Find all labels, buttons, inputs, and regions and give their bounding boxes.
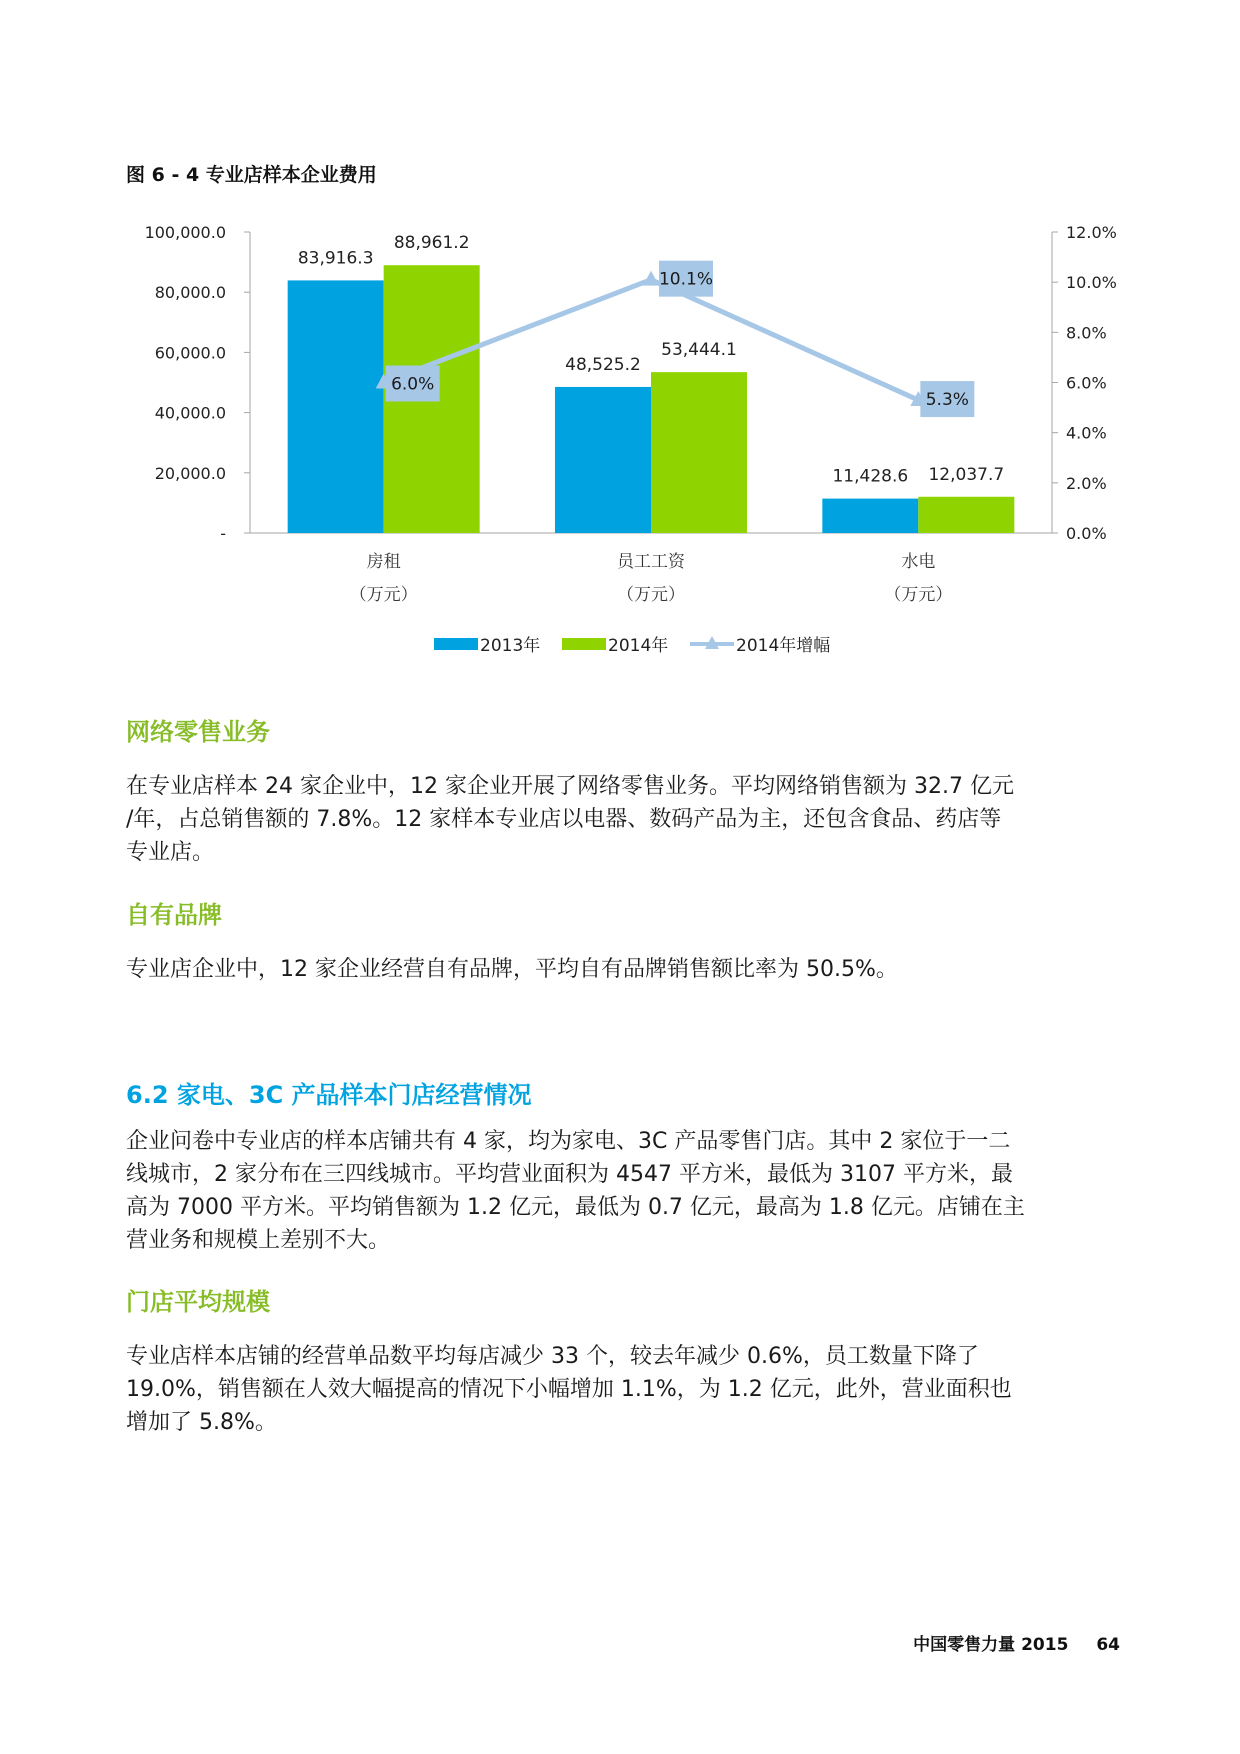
- paragraph-online-retail: [126, 770, 1122, 869]
- text-line: 高为 7000 平方米。平均销售额为 1.2 亿元，最低为 0.7 亿元，最高为 1.8 亿元。店铺在主: [126, 1195, 1025, 1220]
- paragraph-6-2: [126, 1125, 1122, 1257]
- paragraph-private-brand: [126, 953, 1122, 986]
- expense-chart: [0, 0, 1240, 700]
- right-axis-tick-label: 2.0%: [1066, 473, 1107, 493]
- text-line: 增加了 5.8%。: [126, 1410, 277, 1435]
- text-line: 专业店。: [126, 840, 215, 865]
- right-axis-tick-label: 8.0%: [1066, 323, 1107, 343]
- left-axis-tick-label: 40,000.0: [154, 403, 226, 423]
- growth-marker: [643, 271, 659, 286]
- text-line: 在专业店样本 24 家企业中，12 家企业开展了网络零售业务。平均网络销售额为 32.7 亿元: [126, 774, 1014, 799]
- bar-2013: [288, 280, 384, 533]
- page-number: 64: [1096, 1635, 1120, 1655]
- text-line: 线城市，2 家分布在三四线城市。平均营业面积为 4547 平方米，最低为 3107 平方米，最: [126, 1162, 1013, 1187]
- section-heading-private-brand: 自有品牌: [126, 901, 222, 929]
- bar-value-label: 88,961.2: [393, 233, 470, 254]
- text-line: /年，占总销售额的 7.8%。12 家样本专业店以电器、数码产品为主，还包含食品、药店等: [126, 807, 1002, 832]
- bar-2013: [555, 387, 651, 533]
- legend-label: 2013年: [480, 636, 541, 656]
- category-label: 房租: [366, 552, 401, 572]
- left-axis-tick-label: 20,000.0: [154, 463, 226, 483]
- legend-swatch: [562, 638, 606, 650]
- right-axis-tick-label: 4.0%: [1066, 423, 1107, 443]
- bar-2014: [651, 372, 747, 533]
- bar-2014: [918, 497, 1014, 533]
- text-line: 专业店样本店铺的经营单品数平均每店减少 33 个，较去年减少 0.6%，员工数量下降了: [126, 1344, 979, 1369]
- right-axis-tick-label: 0.0%: [1066, 524, 1107, 543]
- text-line: 企业问卷中专业店的样本店铺共有 4 家，均为家电、3C 产品零售门店。其中 2 家位于一二: [126, 1129, 1011, 1154]
- section-heading-6-2: 6.2 家电、3C 产品样本门店经营情况: [126, 1081, 532, 1109]
- bar-value-label: 48,525.2: [565, 354, 641, 375]
- right-axis-tick-label: 10.0%: [1066, 273, 1117, 293]
- paragraph-store-scale: [126, 1340, 1122, 1439]
- page-footer: [913, 1630, 1120, 1655]
- left-axis-tick-label: -: [220, 524, 226, 543]
- legend-label: 2014年: [608, 636, 669, 656]
- category-unit-label: （万元）: [349, 585, 418, 605]
- text-line: 19.0%，销售额在人效大幅提高的情况下小幅增加 1.1%，为 1.2 亿元，此外，营业面积也: [126, 1377, 1012, 1402]
- category-unit-label: （万元）: [884, 585, 953, 605]
- text-line: 专业店企业中，12 家企业经营自有品牌，平均自有品牌销售额比率为 50.5%。: [126, 957, 898, 982]
- bar-value-label: 12,037.7: [928, 464, 1005, 485]
- category-unit-label: （万元）: [617, 585, 685, 605]
- right-axis-tick-label: 12.0%: [1066, 223, 1117, 242]
- bar-value-label: 53,444.1: [661, 340, 737, 361]
- section-heading-store-scale: 门店平均规模: [126, 1288, 270, 1316]
- section-heading-online-retail: 网络零售业务: [126, 718, 270, 746]
- category-label: 员工工资: [617, 552, 685, 572]
- growth-value-label: 10.1%: [658, 269, 714, 290]
- legend-swatch: [434, 638, 478, 650]
- right-axis-tick-label: 6.0%: [1066, 373, 1107, 393]
- text-line: 营业务和规模上差别不大。: [126, 1228, 391, 1253]
- left-axis-tick-label: 100,000.0: [144, 223, 226, 242]
- report-title: 中国零售力量 2015: [913, 1635, 1069, 1655]
- growth-value-label: 5.3%: [925, 390, 969, 411]
- category-label: 水电: [901, 552, 936, 572]
- left-axis-tick-label: 60,000.0: [154, 343, 226, 363]
- bar-value-label: 83,916.3: [297, 248, 374, 269]
- left-axis-tick-label: 80,000.0: [154, 283, 226, 303]
- bar-2013: [822, 499, 918, 533]
- figure-title: 图 6 - 4 专业店样本企业费用: [126, 164, 377, 186]
- bar-value-label: 11,428.6: [832, 466, 909, 487]
- growth-value-label: 6.0%: [391, 374, 435, 395]
- legend-label: 2014年增幅: [736, 636, 831, 656]
